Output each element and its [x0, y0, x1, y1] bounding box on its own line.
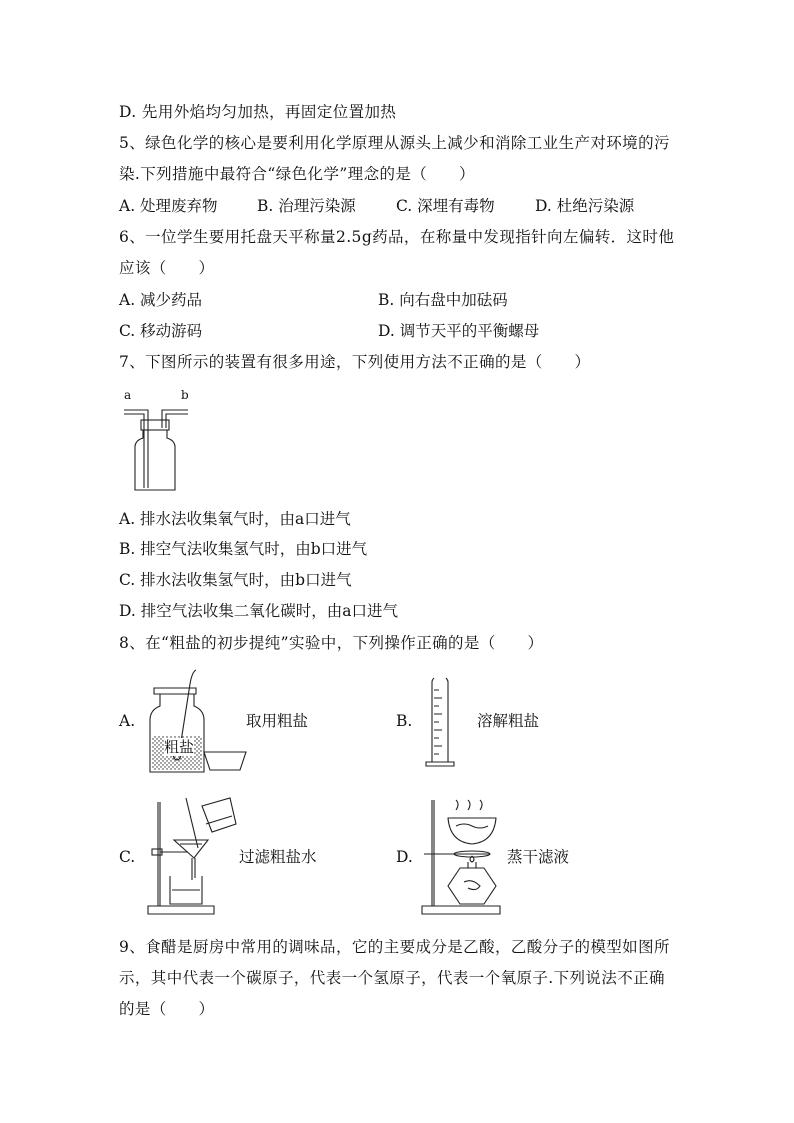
q9-stem-line3: 的是（ ）: [119, 1000, 215, 1018]
q6-option-a: A. 减少药品: [119, 291, 203, 309]
q8-option-c-caption: 过滤粗盐水: [239, 848, 317, 866]
q8-option-d-caption: 蒸干滤液: [507, 848, 570, 866]
q6-option-b: B. 向右盘中加砝码: [378, 291, 508, 309]
q8-option-d-letter: D.: [396, 848, 413, 866]
q7-option-c: C. 排水法收集氢气时，由b口进气: [119, 571, 352, 589]
salt-jar-diagram: [146, 664, 256, 779]
tube-label-b: b: [181, 388, 189, 402]
q7-option-b: B. 排空气法收集氢气时，由b口进气: [119, 540, 368, 558]
q6-option-c: C. 移动游码: [119, 322, 203, 340]
q5-option-c: C. 深埋有毒物: [396, 197, 495, 215]
q7-option-d: D. 排空气法收集二氧化碳时，由a口进气: [119, 602, 398, 620]
q6-stem-line2: 应该（ ）: [119, 259, 215, 277]
q4-option-d: D. 先用外焰均匀加热，再固定位置加热: [119, 103, 397, 121]
q9-stem-line2: 示，其中代表一个碳原子，代表一个氢原子，代表一个氧原子.下列说法不正确: [119, 969, 665, 987]
q8-option-c-letter: C.: [119, 848, 136, 866]
graduated-cylinder-diagram: [420, 676, 470, 771]
q8-option-b-caption: 溶解粗盐: [477, 712, 540, 730]
q7-stem: 7、下图所示的装置有很多用途，下列使用方法不正确的是（ ）: [119, 353, 591, 371]
q9-stem-line1: 9、食醋是厨房中常用的调味品，它的主要成分是乙酸，乙酸分子的模型如图所: [119, 938, 670, 956]
evaporation-setup-diagram: [420, 796, 510, 920]
q8-option-a-letter: A.: [119, 712, 136, 730]
q5-stem-line2: 染.下列措施中最符合“绿色化学”理念的是（ ）: [119, 165, 475, 183]
q8-option-a-caption: 取用粗盐: [246, 712, 309, 730]
filtration-setup-diagram: [146, 796, 242, 920]
q5-option-d: D. 杜绝污染源: [535, 197, 635, 215]
q6-option-d: D. 调节天平的平衡螺母: [378, 322, 540, 340]
tube-label-a: a: [124, 388, 132, 402]
q5-option-a: A. 处理废弃物: [119, 197, 218, 215]
gas-washing-bottle-diagram: [118, 398, 198, 498]
q7-option-a: A. 排水法收集氧气时，由a口进气: [119, 510, 351, 528]
q5-stem-line1: 5、绿色化学的核心是要利用化学原理从源头上减少和消除工业生产对环境的污: [119, 134, 670, 152]
q8-option-b-letter: B.: [396, 712, 413, 730]
q5-option-b: B. 治理污染源: [257, 197, 356, 215]
salt-jar-label: 粗盐: [164, 738, 195, 756]
q6-stem-line1: 6、一位学生要用托盘天平称量2.5g药品，在称量中发现指针向左偏转．这时他: [119, 228, 675, 246]
q8-stem: 8、在“粗盐的初步提纯”实验中，下列操作正确的是（ ）: [119, 634, 544, 652]
